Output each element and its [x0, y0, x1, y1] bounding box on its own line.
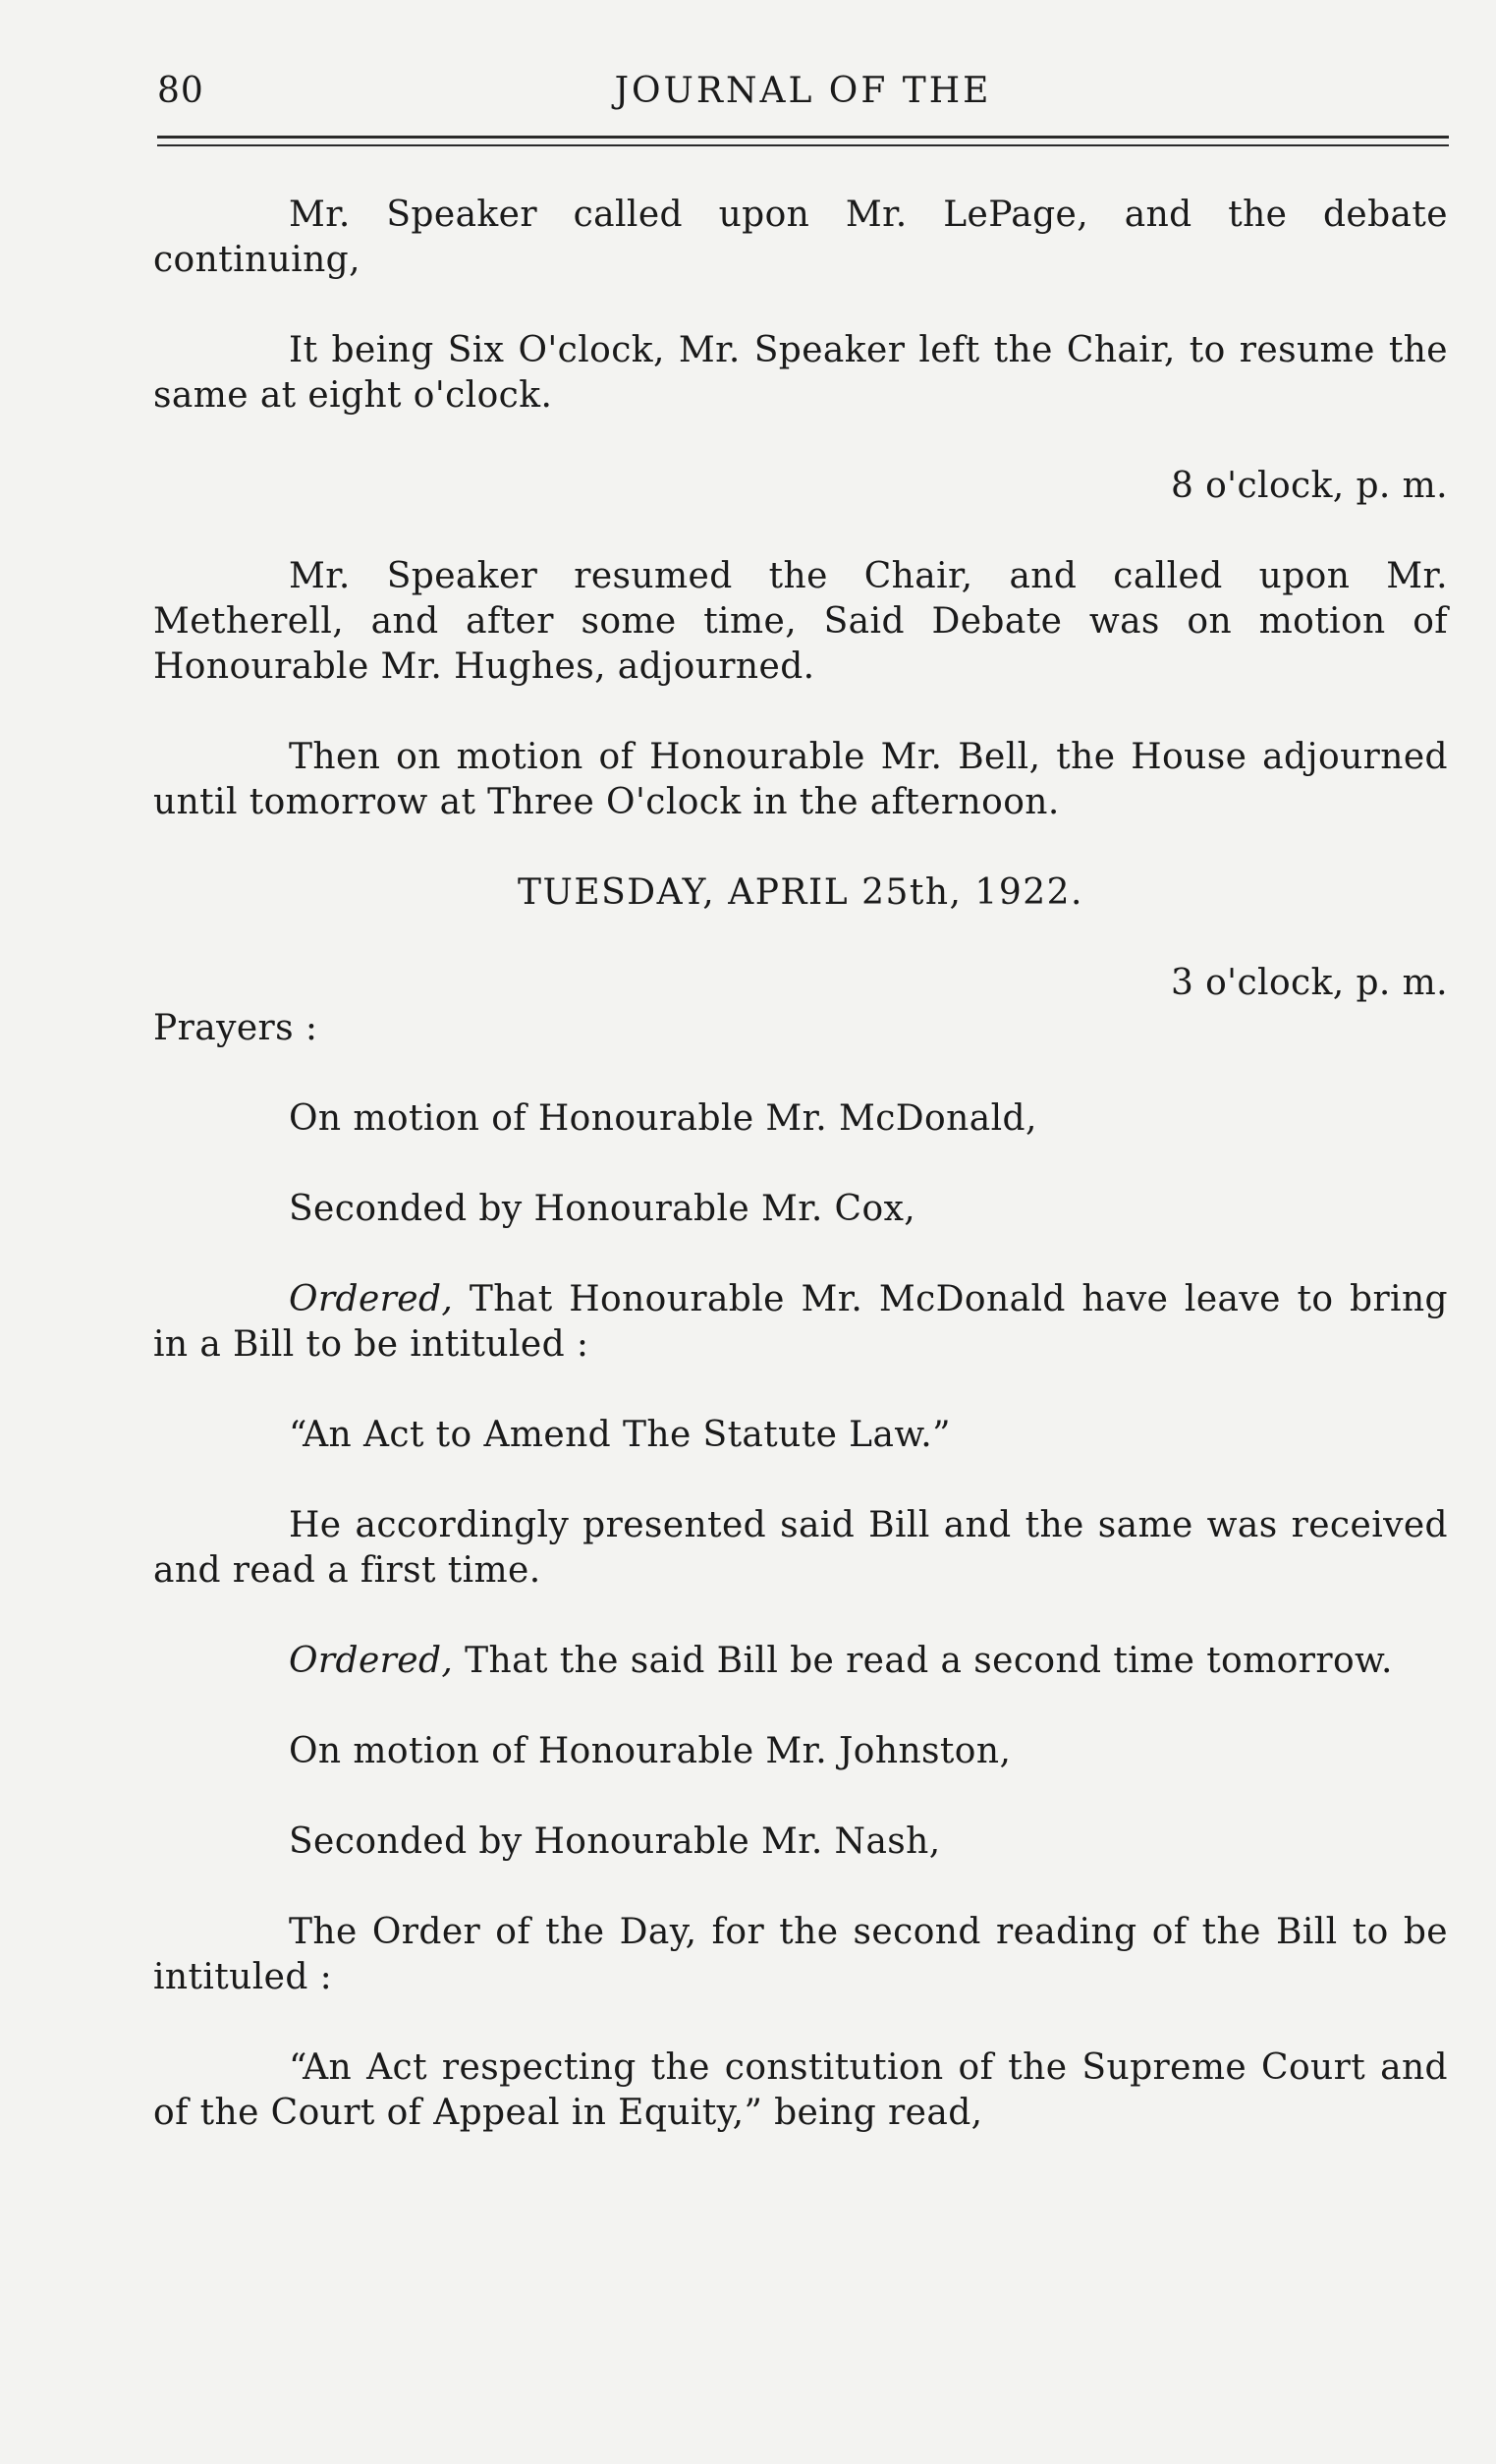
paragraph	[153, 1639, 1448, 1684]
page-number: 80	[157, 71, 204, 111]
ordered-label: Ordered,	[289, 1279, 454, 1319]
paragraph: On motion of Honourable Mr. Johnston,	[289, 1731, 1012, 1771]
paragraph: On motion of Honourable Mr. McDonald,	[289, 1098, 1037, 1139]
page-header	[157, 71, 1449, 120]
paragraph: Mr. Speaker called upon Mr. LePage, and the debate continuing,	[153, 195, 1448, 280]
paragraph: The Order of the Day, for the second reading of the Bill to be intituled :	[153, 1912, 1448, 1997]
bill-title: “An Act respecting the constitution of the Supreme Court and of the Court of Appeal in Equity,” being read,	[153, 2047, 1448, 2133]
paragraph-text: That Honourable Mr. McDonald have leave to bring in a Bill to be intituled :	[153, 1279, 1448, 1365]
paragraph: He accordingly presented said Bill and the same was received and read a first time.	[153, 1505, 1448, 1591]
ordered-label: Ordered,	[289, 1641, 454, 1681]
date-heading: TUESDAY, APRIL 25th, 1922.	[517, 872, 1083, 913]
prayers-line: Prayers :	[153, 1008, 318, 1048]
time-entry: 3 o'clock, p. m.	[1170, 963, 1448, 1003]
journal-body	[153, 193, 1448, 2181]
running-head: JOURNAL OF THE	[614, 71, 992, 111]
paragraph: Then on motion of Honourable Mr. Bell, the House adjourned until tomorrow at Three O'clock in the afternoon.	[153, 737, 1448, 822]
header-rule-top	[157, 136, 1449, 139]
paragraph-text: That the said Bill be read a second time tomorrow.	[453, 1641, 1393, 1681]
header-rule-bottom	[157, 144, 1449, 146]
time-entry: 8 o'clock, p. m.	[1170, 466, 1448, 506]
paragraph: Seconded by Honourable Mr. Nash,	[289, 1821, 941, 1862]
paragraph: Seconded by Honourable Mr. Cox,	[289, 1189, 916, 1229]
bill-title: “An Act to Amend The Statute Law.”	[289, 1415, 951, 1455]
paragraph: It being Six O'clock, Mr. Speaker left the Chair, to resume the same at eight o'clock.	[153, 330, 1448, 416]
paragraph	[153, 1277, 1448, 1368]
paragraph: Mr. Speaker resumed the Chair, and called upon Mr. Metherell, and after some time, Said Debate was on motion of Honourable Mr. Hughes, adjourned.	[153, 556, 1448, 687]
